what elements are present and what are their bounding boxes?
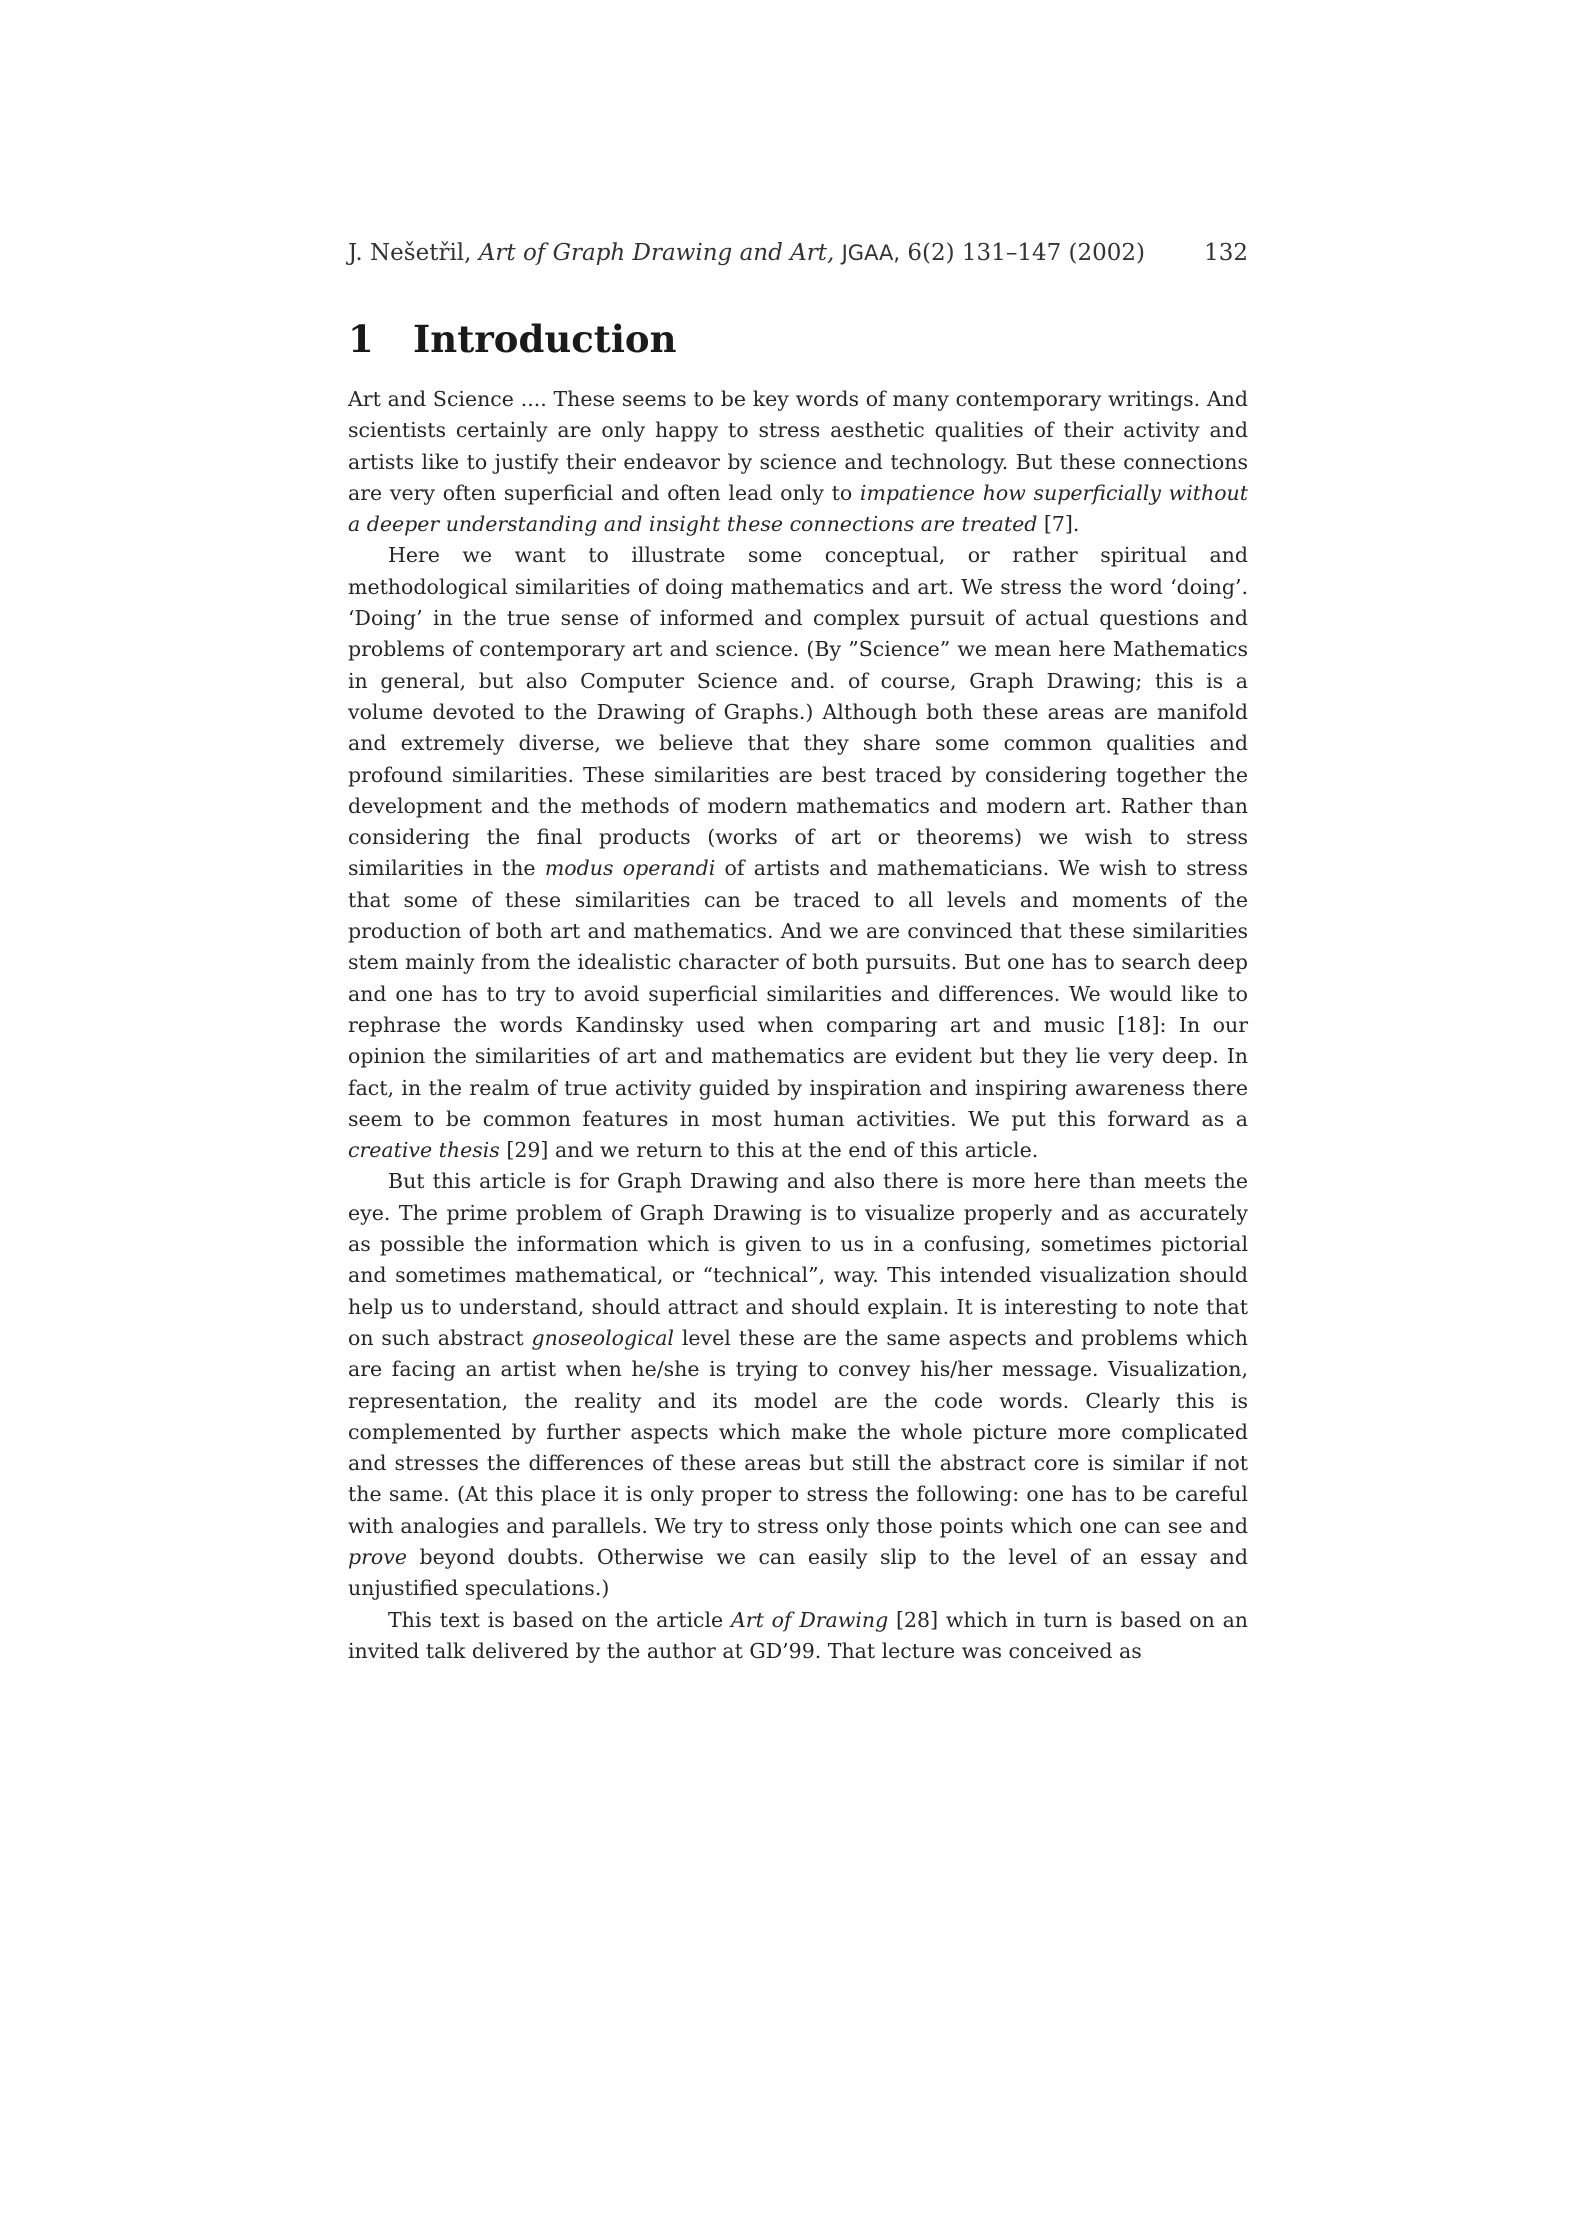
text-run: [28] which in turn is based on an invited talk delivered by the author at GD’99. That lecture was conceived as: [348, 1607, 1248, 1663]
body-text: [348, 384, 1248, 1667]
emphasis-text: gnoseological: [531, 1325, 674, 1350]
paragraph: [348, 384, 1248, 540]
text-run: of artists and mathematicians. We wish to stress that some of these similarities can be traced to all levels and moments of the production of both art and mathematics. And we are convinced that these similarities stem mainly from the idealistic character of both pursuits. But one has to search deep and one has to try to avoid superficial similarities and differences. We would like to rephrase the words Kandinsky used when comparing art and music [18]: In our opinion the similarities of art and mathematics are evident but they lie very deep. In fact, in the realm of true activity guided by inspiration and inspiring awareness there seem to be common features in most human activities. We put this forward as a: [348, 856, 1248, 1131]
emphasis-text: Art of Drawing: [730, 1607, 889, 1632]
emphasis-text: impatience how superficially without a deeper understanding and insight these connections are treated: [348, 480, 1248, 537]
text-run: [29] and we return to this at the end of this article.: [499, 1138, 1039, 1163]
text-run: This text is based on the article: [388, 1607, 731, 1632]
text-run: level these are the same aspects and problems which are facing an artist when he/she is trying to convey his/her message. Visualization, representation, the reality and its model are the code words. Clearly this is complemented by further aspects which make the whole picture more complicated and stresses the differences of these areas but still the abstract core is similar if not the same. (At this place it is only proper to stress the following: one has to be careful with analogies and parallels. We try to stress only those points which one can see and: [348, 1325, 1248, 1538]
section-heading: [348, 316, 1248, 362]
emphasis-text: prove: [348, 1544, 407, 1569]
text-run: beyond doubts. Otherwise we can easily slip to the level of an essay and unjustified speculations.): [348, 1544, 1248, 1601]
running-head-journal: JGAA,: [841, 241, 901, 265]
paragraph: [348, 1166, 1248, 1604]
running-head-volume: 6(2) 131–147 (2002): [907, 240, 1146, 266]
text-run: Here we want to illustrate some conceptual, or rather spiritual and methodological similarities of doing mathematics and art. We stress the word ‘doing’. ‘Doing’ in the true sense of informed and complex pursuit of actual questions and problems of contemporary art and science. (By ”Science” we mean here Mathematics in general, but also Computer Science and. of course, Graph Drawing; this is a volume devoted to the Drawing of Graphs.) Although both these areas are manifold and extremely diverse, we believe that they share some common qualities and profound similarities. These similarities are best traced by considering together the development and the methods of modern mathematics and modern art. Rather than considering the final products (works of art or theorems) we wish to stress similarities in the: [348, 543, 1248, 881]
running-head-title: Art of Graph Drawing and Art,: [478, 240, 835, 266]
text-run: [7].: [1037, 512, 1080, 537]
emphasis-text: modus operandi: [544, 856, 716, 881]
paragraph: [348, 1605, 1248, 1668]
text-run: Art and Science .... These seems to be key words of many contemporary writings. And scientists certainly are only happy to stress aesthetic qualities of their activity and artists like to justify their endeavor by science and technology. But these connections are very often superficial and often lead only to: [348, 387, 1248, 505]
paragraph: [348, 540, 1248, 1166]
section-number: 1: [348, 317, 374, 361]
page-number: 132: [1204, 240, 1248, 266]
emphasis-text: creative thesis: [348, 1138, 500, 1163]
running-head-author: J. Nešetřil,: [348, 240, 472, 266]
page: [348, 0, 1248, 2240]
running-head-citation: [348, 236, 1145, 270]
text-run: But this article is for Graph Drawing and also there is more here than meets the eye. The prime problem of Graph Drawing is to visualize properly and as accurately as possible the information which is given to us in a confusing, sometimes pictorial and sometimes mathematical, or “technical”, way. This intended visualization should help us to understand, should attract and should explain. It is interesting to note that on such abstract: [348, 1169, 1248, 1350]
section-title: Introduction: [413, 317, 677, 361]
running-head: [348, 236, 1248, 270]
